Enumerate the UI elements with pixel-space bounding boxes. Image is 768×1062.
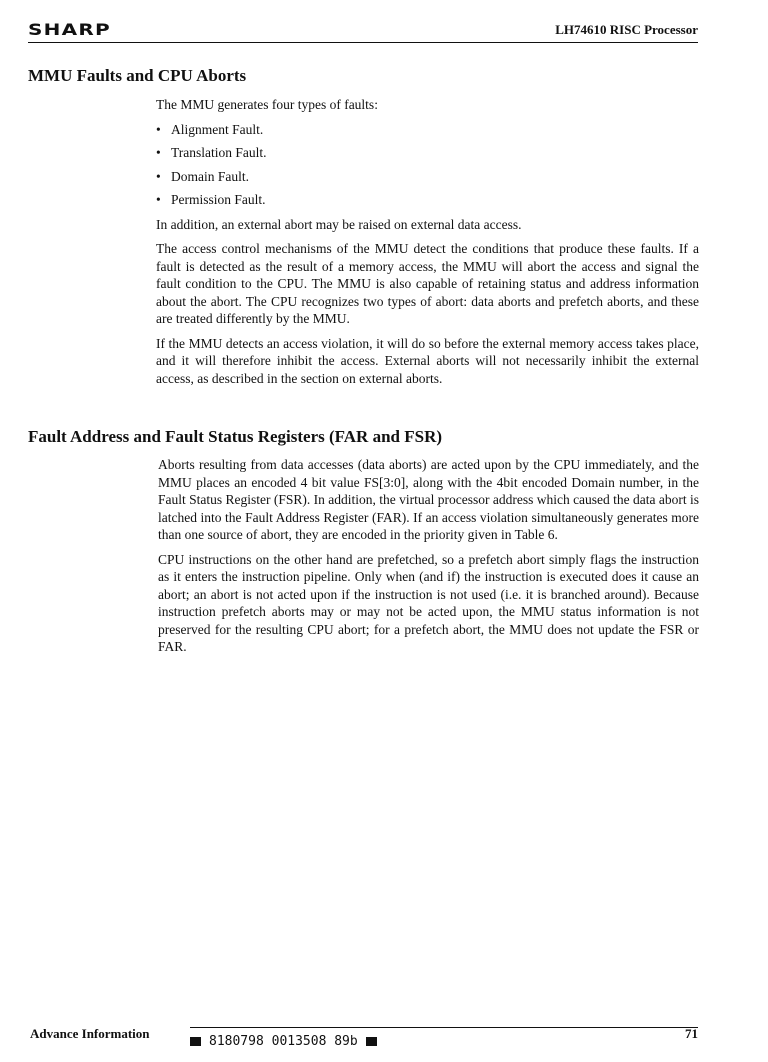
section-title-far-fsr: Fault Address and Fault Status Registers (FAR and FSR) xyxy=(28,427,443,446)
list-item: • Alignment Fault. xyxy=(156,121,264,137)
page-header xyxy=(28,20,698,42)
section-title-mmu-faults: MMU Faults and CPU Aborts xyxy=(28,66,247,85)
list-item: • Translation Fault. xyxy=(156,145,267,160)
header-rule xyxy=(28,42,698,43)
body-paragraph: Aborts resulting from data accesses (data aborts) are acted upon by the CPU immediately, and the MMU places an encoded 4 bit value FS[3:0], along with the 4bit encoded Domain number, in the Fault Status Register (FSR). In addition, the virtual processor address which caused the data abort is latched into the Fault Address Register (FAR). If an access violation simultaneously generates more than one source of abort, they are encoded in the priority given in Table 6. xyxy=(158,457,700,542)
fault-list xyxy=(156,121,699,209)
list-item: • Domain Fault. xyxy=(156,168,249,184)
barcode-block-icon xyxy=(366,1037,377,1046)
footer-label: Advance Information xyxy=(30,1026,150,1041)
section-body-far-fsr xyxy=(158,456,699,663)
body-paragraph: If the MMU detects an access violation, it will do so before the external memory access takes place, and it will therefore inhibit the access. External aborts will not necessarily inhibit the external access, as described in the section on external aborts. xyxy=(156,335,699,386)
footer-rule xyxy=(190,1027,698,1028)
barcode xyxy=(190,1034,377,1049)
document-title: LH74610 RISC Processor xyxy=(555,22,698,37)
section-body-mmu-faults xyxy=(156,96,699,394)
body-paragraph: CPU instructions on the other hand are prefetched, so a prefetch abort simply flags the instruction as it enters the instruction pipeline. Only when (and if) the instruction is executed does it cause an abort; an abort is not acted upon if the instruction is not used (i.e. it is branched around). Because instruction prefetch aborts may or may not be acted upon, the MMU status information is not preserved for the resulting CPU abort; for a prefetch abort, the MMU does not update the FSR or FAR. xyxy=(158,551,699,654)
body-paragraph: The access control mechanisms of the MMU detect the conditions that produce these faults. If a fault is detected as the result of a memory access, the MMU will abort the access and signal the fault condition to the CPU. The MMU is also capable of retaining status and address information about the abort. The CPU recognizes two types of abort: data aborts and prefetch aborts, and these are treated differently by the MMU. xyxy=(156,241,699,326)
body-paragraph: In addition, an external abort may be raised on external data access. xyxy=(156,216,522,232)
intro-paragraph: The MMU generates four types of faults: xyxy=(156,97,378,112)
page-number: 71 xyxy=(685,1026,698,1041)
barcode-text: 8180798 0013508 89b xyxy=(209,1034,358,1049)
list-item: • Permission Fault. xyxy=(156,192,266,207)
sharp-logo: SHARP xyxy=(28,20,111,39)
barcode-block-icon xyxy=(190,1037,201,1046)
